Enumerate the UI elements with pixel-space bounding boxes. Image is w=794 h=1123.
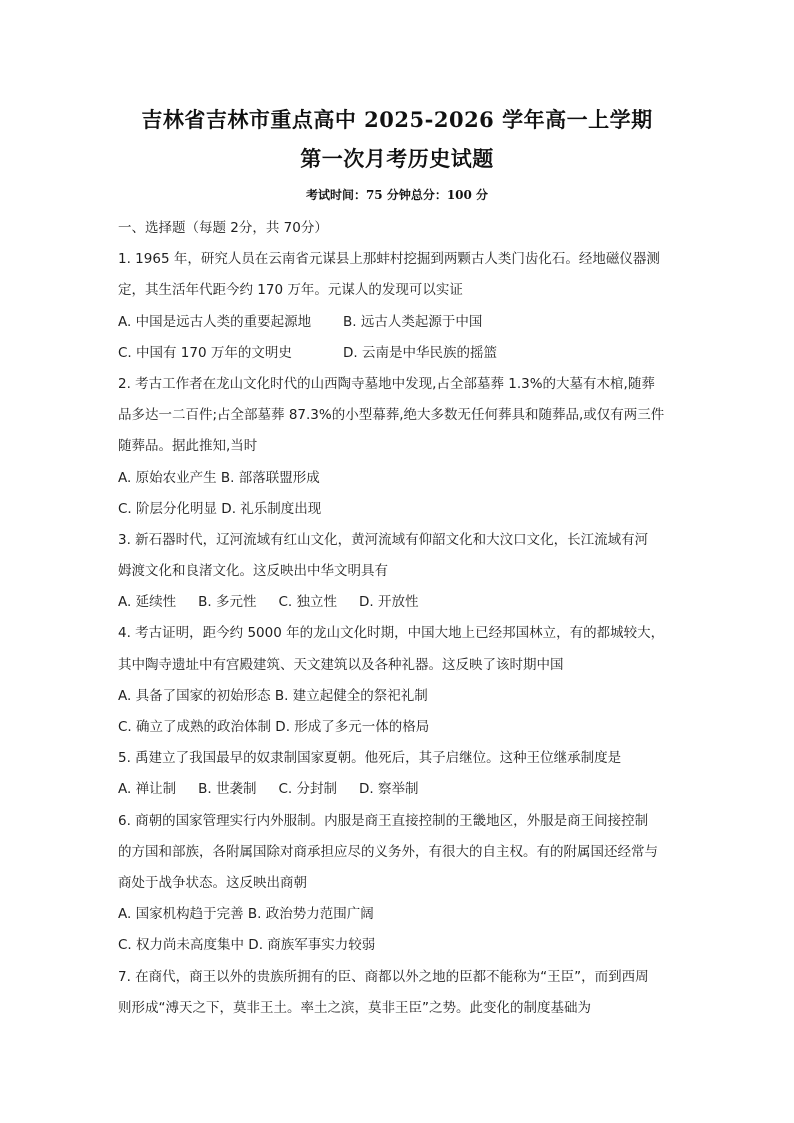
q3-stem-line2: 姆渡文化和良渚文化。这反映出中华文明具有 [118,563,388,580]
q5-options-row [118,774,678,805]
q6-options-row1: A. 国家机构趋于完善 B. 政治势力范围广阔 [118,906,374,923]
q5-option-d: D. 察举制 [358,781,419,798]
q2-options-row2: C. 阶层分化明显 D. 礼乐制度出现 [118,500,322,517]
q4-options-row2: C. 确立了成熟的政治体制 D. 形成了多元一体的格局 [118,719,430,735]
q4-stem-line1: 4. 考古证明，距今约 5000 年的龙山文化时期，中国大地上已经邦国林立，有的都城较大， [118,625,665,642]
q3-options-row [118,587,678,618]
q7-stem-line1: 7. 在商代，商王以外的贵族所拥有的臣、商都以外之地的臣都不能称为“王臣”，而到西周 [118,968,649,985]
q6-stem-line3: 商处于战争状态。这反映出商朝 [118,874,307,891]
q3-option-b: B. 多元性 [198,594,257,611]
q7-stem-line2: 则形成“溥天之下，莫非王土。率土之滨，莫非王臣”之势。此变化的制度基础为 [118,999,591,1016]
q6-options-row2: C. 权力尚未高度集中 D. 商族军事实力较弱 [118,937,376,954]
q1-option-c: C. 中国有 170 万年的文明史 [118,344,292,361]
q3-option-d: D. 开放性 [358,594,419,611]
exam-subtitle: 考试时间：75 分钟总分：100 分 [305,188,489,202]
q2-stem-line1: 2. 考古工作者在龙山文化时代的山西陶寺墓地中发现,占全部墓葬 1.3%的大墓有木棺,随葬 [118,375,655,392]
q1-options-row2 [118,338,678,369]
q1-option-b: B. 远古人类起源于中国 [343,313,483,330]
q5-stem-line1: 5. 禹建立了我国最早的奴隶制国家夏朝。他死后，其子启继位。这种王位继承制度是 [118,750,622,767]
q1-options-row1 [118,307,678,338]
exam-body [118,213,678,1024]
q5-option-b: B. 世袭制 [198,781,257,798]
q6-stem-line2: 的方国和部族，各附属国除对商承担应尽的义务外，有很大的自主权。有的附属国还经常与 [118,843,658,860]
q5-option-c: C. 分封制 [278,781,337,798]
q4-options-row1: A. 具备了国家的初始形态 B. 建立起健全的祭祀礼制 [118,687,428,704]
exam-title-line1: 吉林省吉林市重点高中 2025-2026 学年高一上学期 [141,107,653,132]
q1-option-a: A. 中国是远古人类的重要起源地 [118,313,312,330]
q2-options-row1: A. 原始农业产生 B. 部落联盟形成 [118,469,320,486]
q1-stem-line1: 1. 1965 年，研究人员在云南省元谋县上那蚌村挖掘到两颗古人类门齿化石。经地磁仪器测 [118,251,660,268]
q6-stem-line1: 6. 商朝的国家管理实行内外服制。内服是商王直接控制的王畿地区，外服是商王间接控制 [118,812,649,829]
q3-stem-line1: 3. 新石器时代，辽河流域有红山文化，黄河流域有仰韶文化和大汶口文化，长江流域有河 [118,531,649,548]
q3-option-a: A. 延续性 [118,594,177,611]
q4-stem-line2: 其中陶寺遗址中有宫殿建筑、天文建筑以及各种礼器。这反映了该时期中国 [118,656,564,673]
q2-stem-line2: 品多达一二百件;占全部墓葬 87.3%的小型幕葬,绝大多数无任何葬具和随葬品,或仅有两三件 [118,407,665,424]
section-heading: 一、选择题（每题 2分，共 70分） [118,220,328,236]
q1-option-d: D. 云南是中华民族的摇篮 [343,344,497,361]
q1-stem-line2: 定，其生活年代距今约 170 万年。元谋人的发现可以实证 [118,282,463,299]
exam-title-line2: 第一次月考历史试题 [300,146,494,171]
q2-stem-line3: 随葬品。据此推知,当时 [118,438,258,455]
q5-option-a: A. 禅让制 [118,781,177,798]
q3-option-c: C. 独立性 [278,594,337,611]
